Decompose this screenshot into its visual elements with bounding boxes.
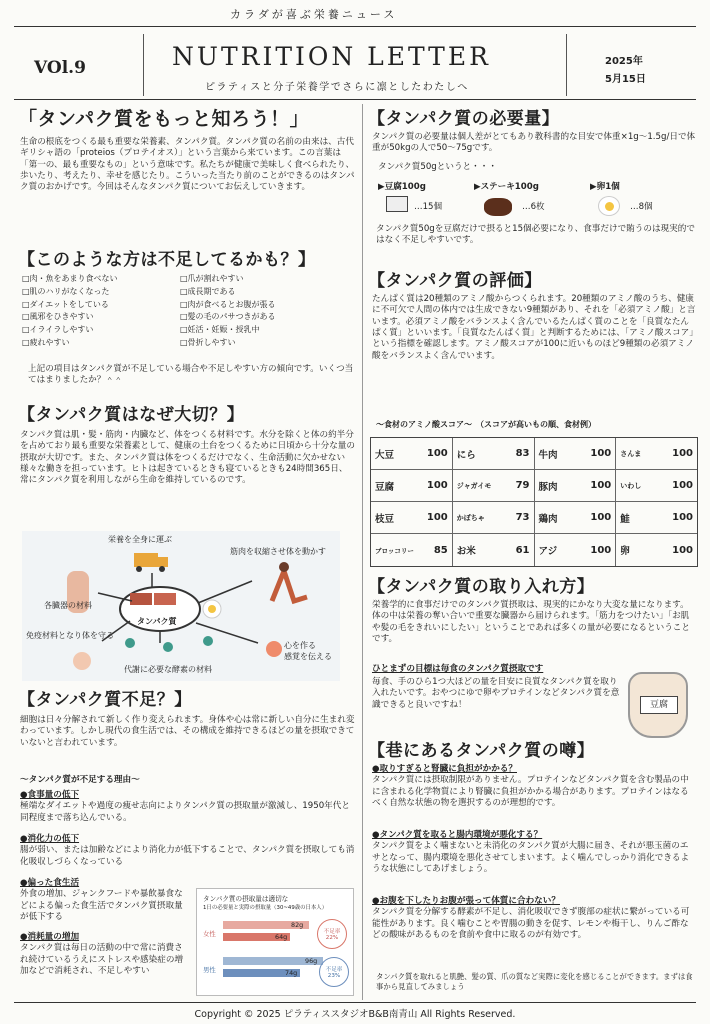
table-row — [371, 534, 697, 566]
section-deficiency-title: 【タンパク質不足？】 — [18, 690, 192, 710]
checklist-item[interactable]: □疲れやすい — [22, 337, 70, 347]
section-protein-intro-title: 「タンパク質をもっと知ろう！」 — [18, 108, 310, 130]
food-name: 鮭 — [620, 513, 630, 525]
intake-tips: 毎食、手のひら1つ大ほどの量を目安に良質なタンパク質を取り入れたいです。おやつにゆで卵やプロテインなどタンパク質を意識できると良いですね！ — [372, 677, 620, 710]
copyright-footer: Copyright © 2025 ピラティススタジオB&B南青山 All Rights Reserved. — [194, 1009, 516, 1020]
requirement-text: タンパク質の必要量は個人差がとてもあり教科書的な目安で体重×1g〜1.5g/日で体重が50kgの人で50〜75gです。 — [372, 132, 696, 154]
newsletter-subtitle: ピラティスと分子栄養学でさらに凛としたわたしへ — [205, 82, 469, 93]
rumor-question: ●お腹を下したりお腹が張って体質に合わない？ — [372, 896, 560, 906]
score: 100 — [590, 544, 612, 556]
equivalent-steak-count: …6枚 — [522, 202, 545, 212]
rumor-3 — [372, 896, 697, 941]
rumor-2 — [372, 830, 697, 875]
diagram-label-center: タンパク質 — [137, 617, 177, 626]
card-male-label: 男性 — [203, 966, 216, 974]
food-name: 卵 — [620, 546, 630, 557]
food-name: さんま — [620, 449, 642, 458]
deficiency-text: 細胞は日々分解されて新しく作り変えられます。身体や心は常に新しい自分に生まれ変わっています。しかし現代の食生活では、その構成を維持できるほどの量を摂取できていないと言われています。 — [20, 715, 355, 748]
checklist-item[interactable]: □風邪をひきやすい — [22, 312, 94, 322]
food-name: 枝豆 — [375, 513, 395, 525]
issue-year: 2025年 — [605, 56, 643, 67]
score: 100 — [426, 512, 448, 523]
deficiency-reason-4 — [20, 932, 188, 977]
tofu-icon — [386, 196, 408, 212]
amino-score-table-title: 〜食材のアミノ酸スコア〜 （スコアが高いもの順、食材例） — [376, 420, 596, 429]
equivalent-egg-label: ▶卵1個 — [590, 182, 620, 192]
food-name: 鶏肉 — [538, 513, 558, 525]
score: 100 — [672, 544, 693, 556]
card-title: タンパク質の摂取量は適切な — [203, 895, 289, 903]
food-name: ブロッコリー — [375, 546, 414, 555]
reason-text: タンパク質は毎日の活動の中で常に消費され続けているうえにストレスや感染症の増加などで消耗され、不足しやすい — [20, 943, 184, 977]
food-name: かぼちゃ — [456, 513, 485, 522]
food-name: ジャガイモ — [456, 481, 492, 490]
male-shortage-badge: 不足率 23% — [319, 957, 349, 987]
rumor-answer: タンパク質を分解する酵素が不足し、消化吸収できず腹部の症状に繋がっている可能性があります。良く噛むことや胃腸の動きを促す、レモンや梅干し、りんご酢などの酸味があるものを食前や食中に取るのが有効です。 — [372, 907, 690, 941]
checklist-item[interactable]: □髪の毛のパサつきがある — [180, 312, 276, 322]
issue-date: 5月15日 — [605, 74, 646, 85]
rumor-1 — [372, 764, 697, 809]
table-row — [371, 470, 697, 502]
diagram-label-immune: 免疫材料となり体を守る — [26, 631, 114, 640]
score: 100 — [590, 480, 612, 491]
checklist-item[interactable]: □肉・魚をあまり食べない — [22, 274, 118, 283]
male-need-value: 96g — [305, 957, 318, 965]
score: 79 — [515, 480, 530, 491]
evaluation-text: たんぱく質は20種類のアミノ酸からつくられます。20種類のアミノ酸のうち、健康に不可欠で人間の体内では生成できない9種類があり、それを「必須アミノ酸」と言います。必須アミノ酸をバランスよく含んでいるたんぱく質のことを「良質なたんぱく質」といいます。「良質なたんぱく質」と判断するためには、「アミノ酸スコア」という指標を確認します。アミノ酸スコアが100に近いものほど9種類の必須アミノ酸をバランスよく含んでいます。 — [372, 294, 696, 361]
diagram-label-enzyme: 代謝に必要な酵素の材料 — [124, 665, 212, 674]
equivalent-egg-count: …8個 — [630, 202, 653, 212]
diagram-label-mind: 心を作る 感覚を伝える — [284, 641, 332, 661]
checklist-item[interactable]: □ダイエットをしている — [22, 299, 109, 309]
checklist-item[interactable]: □肌のハリがなくなった — [22, 286, 110, 296]
rumor-answer: タンパク質には摂取制限がありません。プロテインなどタンパク質を含む製品の中に含まれる化学物質により腎臓に負担がかかる場合があります。プロテインはなるべく自然な状態の物を選択するのが理想的です。 — [372, 775, 689, 809]
header-kicker: カラダが喜ぶ栄養ニュース — [230, 8, 398, 21]
amino-score-table — [370, 437, 698, 567]
reason-heading: ●食事量の低下 — [20, 790, 80, 800]
rumors-footnote: タンパク質を取れると肌艶、髪の質、爪の質など実際に変化を感じることができます。まずは食事から見直してみましょう — [376, 972, 693, 991]
card-subtitle: 1日の必要量と実際の摂取量（30~49歳の日本人） — [203, 905, 328, 911]
food-name: いわし — [620, 481, 642, 490]
score: 73 — [515, 512, 530, 523]
protein-intake-card — [196, 888, 354, 996]
checklist-item[interactable]: □骨折しやすい — [180, 337, 236, 347]
deficiency-reason-3 — [20, 878, 190, 923]
reason-text: 極端なダイエットや過度の痩せ志向によりタンパク質の摂取量が激減し、1950年代と同程度まで落ち込んでいる。 — [20, 801, 350, 823]
card-female-label: 女性 — [203, 930, 216, 938]
score: 100 — [426, 448, 448, 459]
section-intake-title: 【タンパク質の取り入れ方】 — [368, 577, 595, 597]
equivalent-tofu-label: ▶豆腐100g — [378, 182, 426, 192]
deficiency-reason-2 — [20, 834, 355, 868]
equivalent-steak-label: ▶ステーキ100g — [474, 182, 539, 192]
reason-text: 外食の増加、ジャンクフードや暴飲暴食などによる偏った食生活でタンパク質摂取量が低下する — [20, 889, 183, 923]
newsletter-title: NUTRITION LETTER — [172, 42, 491, 71]
checklist-item[interactable]: □爪が割れやすい — [180, 274, 244, 283]
food-name: 牛肉 — [538, 449, 558, 461]
intake-text: 栄養学的に食事だけでのタンパク質摂取は、現実的にかなり大変な量になります。体の中は栄養の奪い合いで重要な臓器から届けられます。「筋力をつけたい」「お肌や髪の毛をきれいにしたい」ということであれば多くの量が必要になるということです。 — [372, 600, 690, 645]
food-name: にら — [456, 449, 476, 461]
protein-functions-diagram — [22, 531, 340, 681]
volume-number: VOl.9 — [34, 58, 86, 78]
steak-icon — [484, 198, 512, 216]
reason-heading: ●消化力の低下 — [20, 834, 80, 844]
requirement-note: タンパク質50gを豆腐だけで摂ると15個必要になり、食事だけで賄うのは現実的ではなく不足しやすいです。 — [376, 224, 695, 246]
checklist-item[interactable]: □肉が食べるとお腹が張る — [180, 299, 276, 309]
deficiency-reasons-title: 〜タンパク質が不足する理由〜 — [20, 775, 140, 785]
reason-heading: ●偏った食生活 — [20, 878, 80, 888]
score: 100 — [672, 512, 693, 523]
food-name: 豚肉 — [538, 481, 558, 493]
checklist-item[interactable]: □イライラしやすい — [22, 325, 94, 335]
reason-heading: ●消耗量の増加 — [20, 932, 80, 942]
food-name: 豆腐 — [375, 481, 395, 493]
female-actual-value: 64g — [275, 933, 288, 941]
table-row — [371, 502, 697, 534]
score: 100 — [590, 512, 612, 523]
intake-goal: ひとまずの目標は毎食のタンパク質摂取です — [372, 664, 544, 674]
section-requirement-title: 【タンパク質の必要量】 — [368, 109, 560, 129]
score: 100 — [426, 480, 448, 491]
diagram-label-transport: 栄養を全身に運ぶ — [108, 535, 172, 544]
score: 100 — [672, 448, 693, 459]
checklist-item[interactable]: □成長期である — [180, 286, 236, 296]
checklist-left — [22, 274, 182, 349]
section-why-important-title: 【タンパク質はなぜ大切？】 — [18, 405, 245, 425]
food-name: お米 — [456, 546, 476, 557]
diagram-label-organs: 各臓器の材料 — [44, 601, 92, 610]
hand-tofu-label: 豆腐 — [640, 696, 678, 714]
rumor-answer: タンパク質をよく噛まないと未消化のタンパク質が大腸に届き、それが悪玉菌のエサとなって、腸内環境を悪化させてしまいます。よく噛んでしっかり消化できるような状態にしてあげましょう。 — [372, 841, 690, 875]
rumor-question: ●タンパク質を取ると腸内環境が悪化する？ — [372, 830, 543, 840]
checklist-right — [180, 274, 360, 349]
section-evaluation-title: 【タンパク質の評価】 — [368, 271, 542, 291]
section-deficiency-check-title: 【このような方は不足してるかも？】 — [18, 250, 316, 270]
score: 61 — [515, 544, 530, 556]
score: 83 — [515, 448, 530, 459]
female-need-value: 82g — [291, 921, 304, 929]
score: 100 — [590, 448, 612, 459]
checklist-note: 上記の項目はタンパク質が不足している場合や不足しやすい方の傾向です。いくつ当てはまりましたか？＾＾ — [28, 364, 354, 386]
deficiency-reason-1 — [20, 790, 355, 824]
score: 85 — [433, 544, 448, 556]
female-shortage-badge: 不足率 22% — [317, 919, 347, 949]
checklist-item[interactable]: □妊活・妊娠・授乳中 — [180, 325, 260, 335]
why-important-text: タンパク質は肌・髪・筋肉・内臓など、体をつくる材料です。水分を除くと体の約半分を占めており最も重要な栄養素として、健康の土台をつくるために日頃から十分な量の摂取が大切です。また、タンパク質は体をつくるだけでなく、生命活動に欠かせない様々な働きを担っています。ヒトは起きているときも寝ているときも24時間365日、常にタンパク質を利用しながら生命を維持しているのです。 — [20, 430, 355, 486]
food-name: 大豆 — [375, 449, 395, 461]
male-actual-value: 74g — [285, 969, 298, 977]
diagram-label-muscle: 筋肉を収縮させ体を動かす — [230, 547, 326, 556]
equivalent-tofu-count: …15個 — [414, 202, 443, 212]
section-rumors-title: 【巷にあるタンパク質の噂】 — [368, 741, 595, 761]
requirement-equivalent-title: タンパク質50gというと・・・ — [378, 162, 497, 172]
egg-icon — [598, 196, 620, 216]
table-row — [371, 438, 697, 470]
food-name: アジ — [538, 546, 558, 557]
reason-text: 腸が弱い、または加齢などにより消化力が低下することで、タンパク質を摂取しても消化吸収しづらくなっている — [20, 845, 355, 867]
protein-intro-text: 生命の根底をつくる最も重要な栄養素、タンパク質。タンパク質の名前の由来は、古代ギリシャ語の「proteios（プロテイオス）」という言葉から来ています。この言葉は「第一の、最も重要なもの」という意味です。私たちが健康で美味しく食べられたり、歩いたり、考えたり、幸せを感じたり。こういった当たり前のことができるのはタンパク質のおかげです。今回はそんなタンパク質についてお伝えしていきます。 — [20, 137, 355, 193]
score: 100 — [672, 480, 693, 491]
rumor-question: ●取りすぎると腎臓に負担がかかる？ — [372, 764, 517, 774]
